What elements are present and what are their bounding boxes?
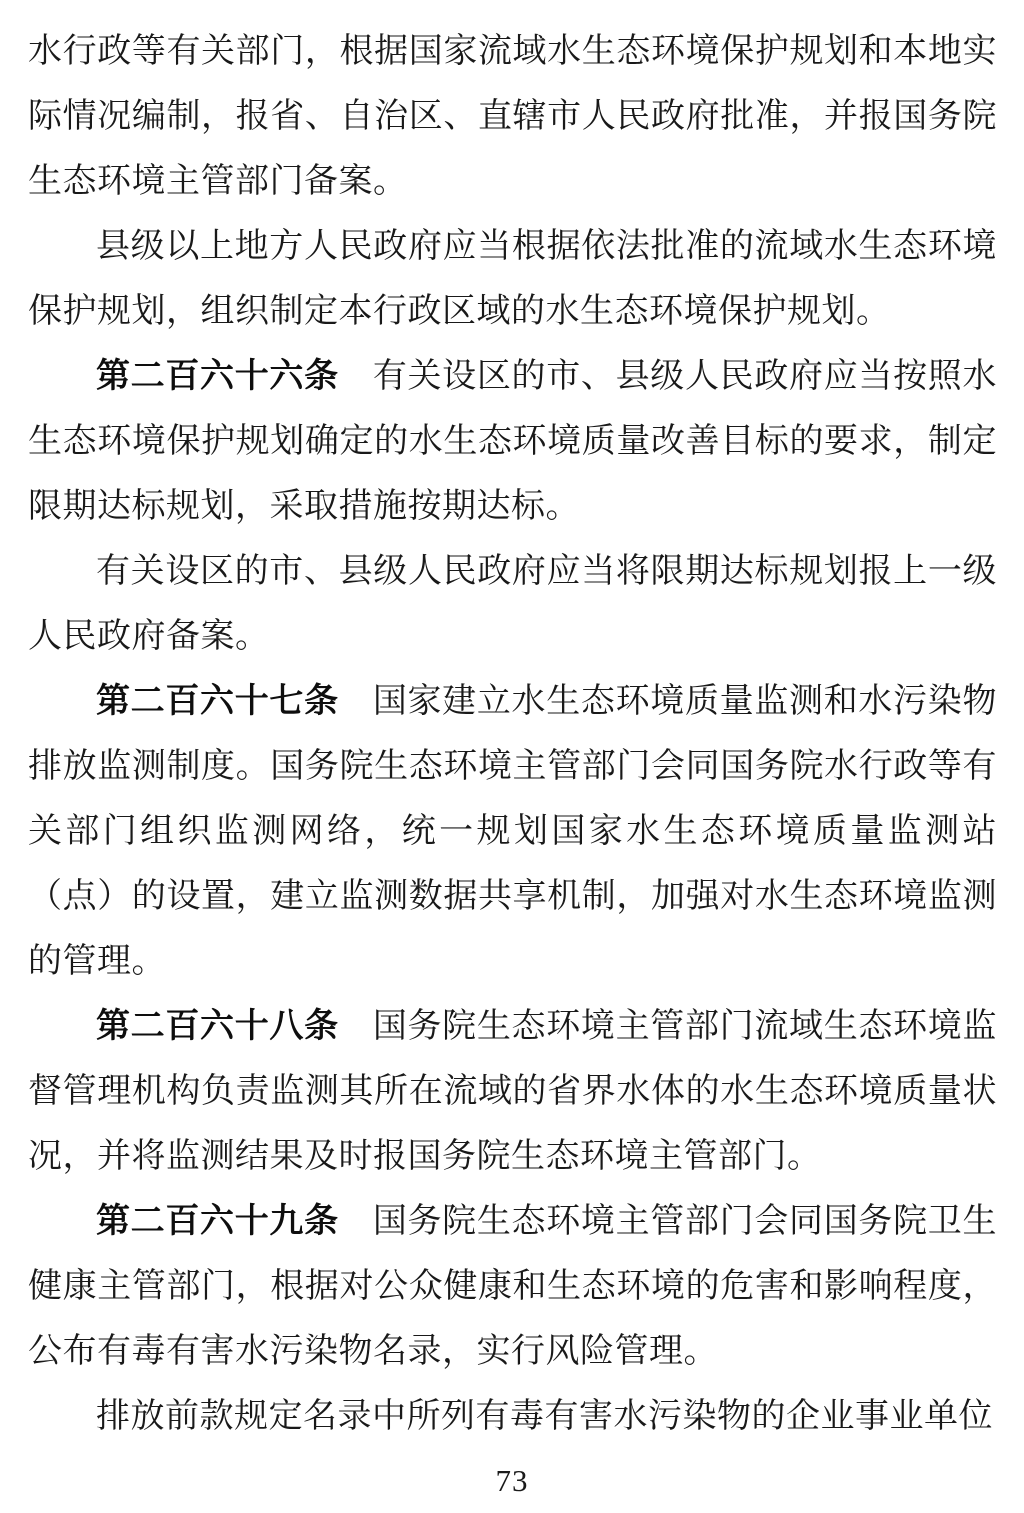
paragraph-text: 排放前款规定名录中所列有毒有害水污染物的企业事业单位 [96,1398,993,1435]
paragraph-text: 县级以上地方人民政府应当根据依法批准的流域水生态环境保护规划，组织制定本行政区域的水生态环境保护规划。 [28,228,997,330]
text-block [28,19,997,1449]
paragraph-text: 国务院生态环境主管部门会同国务院卫生健康主管部门，根据对公众健康和生态环境的危害和影响程度，公布有毒有害水污染物名录，实行风险管理。 [28,1203,997,1370]
paragraph [28,539,997,669]
paragraph-text: 国务院生态环境主管部门流域生态环境监督管理机构负责监测其所在流域的省界水体的水生态环境质量状况，并将监测结果及时报国务院生态环境主管部门。 [28,1008,997,1175]
paragraph-text: 国家建立水生态环境质量监测和水污染物排放监测制度。国务院生态环境主管部门会同国务院水行政等有关部门组织监测网络，统一规划国家水生态环境质量监测站（点）的设置，建立监测数据共享机制，加强对水生态环境监测的管理。 [28,683,997,980]
page-number: 73 [495,1463,529,1498]
truncated-paragraph [28,1384,997,1449]
article-number: 第二百六十七条 [96,682,339,720]
article-paragraph [28,344,997,539]
article-number: 第二百六十六条 [96,357,339,395]
article-paragraph [28,1189,997,1384]
article-number: 第二百六十九条 [96,1202,339,1240]
paragraph-text: 有关设区的市、县级人民政府应当将限期达标规划报上一级人民政府备案。 [28,553,997,655]
article-paragraph [28,994,997,1189]
paragraph-text: 有关设区的市、县级人民政府应当按照水生态环境保护规划确定的水生态环境质量改善目标的要求，制定限期达标规划，采取措施按期达标。 [28,358,997,525]
article-number: 第二百六十八条 [96,1007,339,1045]
paragraph [28,214,997,344]
article-paragraph [28,669,997,994]
paragraph-text: 水行政等有关部门，根据国家流域水生态环境保护规划和本地实际情况编制，报省、自治区、直辖市人民政府批准，并报国务院生态环境主管部门备案。 [28,33,997,200]
paragraph [28,19,997,214]
